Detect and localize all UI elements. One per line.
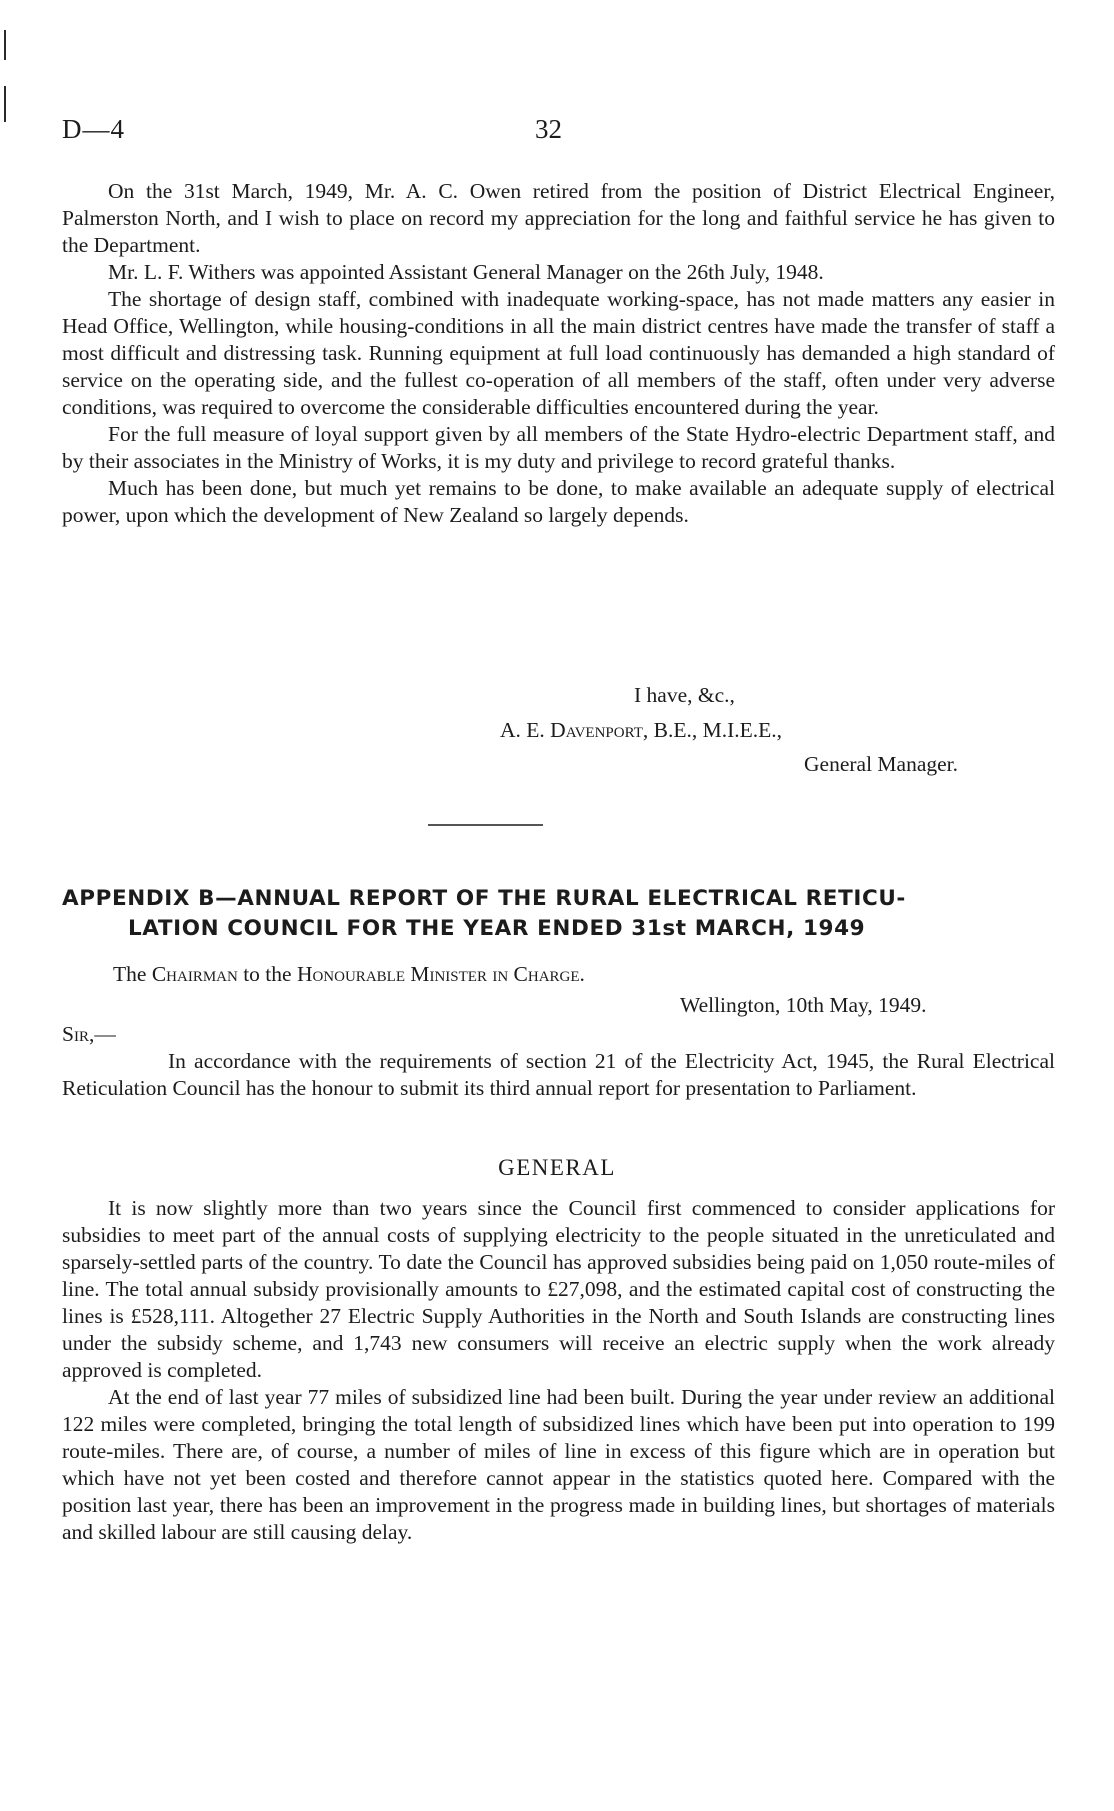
dateline: Wellington, 10th May, 1949. <box>680 993 927 1017</box>
scan-edge-mark <box>4 30 6 60</box>
address-line <box>113 961 585 988</box>
signature-surname: Davenport <box>550 718 643 742</box>
paragraph-closing-remarks: Much has been done, but much yet remains to be done, to make available an adequate supply of electrical power, upon which the development of New Zealand so largely depends. <box>62 476 1055 527</box>
document-reference: D—4 <box>62 114 125 144</box>
letter-body <box>62 178 1055 529</box>
address-to-word: to the <box>243 962 292 986</box>
signature-credentials: , B.E., M.I.E.E., <box>642 718 783 742</box>
paragraph-staff-shortage: The shortage of design staff, combined with inadequate working-space, has not made matters any easier in Head Office, Wellington, while housing-conditions in all the main district centres have made the transfer of staff a most difficult and distressing task. Running equipment at full load continuously has demanded a high standard of service on the operating side, and the fullest co-operation of all members of the staff, often under very adverse conditions, was required to overcome the considerable difficulties encountered during the year. <box>62 287 1055 419</box>
section-heading-general: GENERAL <box>498 1155 616 1180</box>
appendix-title-line-2: LATION COUNCIL FOR THE YEAR ENDED 31st MARCH, 1949 <box>128 916 866 941</box>
paragraph-progress: At the end of last year 77 miles of subsidized line had been built. During the year under review an additional 122 miles were completed, bringing the total length of subsidized lines which have been put into operation to 199 route-miles. There are, of course, a number of miles of line in excess of this figure which are in operation but which have not yet been costed and therefore cannot appear in the statistics quoted here. Compared with the position last year, there has been an improvement in the progress made in building lines, but shortages of materials and skilled labour are still causing delay. <box>62 1385 1055 1544</box>
paragraph-owen-retirement: On the 31st March, 1949, Mr. A. C. Owen retired from the position of District Electrical Engineer, Palmerston North, and I wish to place on record my appreciation for the long and faithful service he has given to the Department. <box>62 179 1055 257</box>
signature <box>500 717 782 744</box>
salutation: Sir,— <box>62 1022 116 1046</box>
paragraph-withers-appointment: Mr. L. F. Withers was appointed Assistant General Manager on the 26th July, 1948. <box>108 260 824 284</box>
address-to: Honourable Minister in Charge. <box>296 962 585 986</box>
appendix-title-line-1: APPENDIX B—ANNUAL REPORT OF THE RURAL ELECTRICAL RETICU- <box>62 886 906 911</box>
general-section-body <box>62 1195 1055 1546</box>
closing-phrase: I have, &c., <box>634 683 735 707</box>
appendix-intro <box>62 1048 1055 1102</box>
address-from: Chairman <box>151 962 238 986</box>
paragraph-thanks: For the full measure of loyal support given by all members of the State Hydro-electric Department staff, and by their associates in the Ministry of Works, it is my duty and privilege to record grateful thanks. <box>62 422 1055 473</box>
page-number: 32 <box>535 114 562 144</box>
address-the: The <box>113 962 147 986</box>
section-divider <box>428 824 543 826</box>
paragraph-subsidies: It is now slightly more than two years since the Council first commenced to consider applications for subsidies to meet part of the annual costs of supplying electricity to the people situated in the unreticulated and sparsely-settled parts of the country. To date the Council has approved subsidies being paid on 1,050 route-miles of line. The total annual subsidy provisionally amounts to £27,098, and the estimated capital cost of constructing the lines is £528,111. Altogether 27 Electric Supply Authorities in the North and South Islands are constructing lines under the subsidy scheme, and 1,743 new consumers will receive an electric supply when the work already approved is completed. <box>62 1196 1055 1382</box>
signature-initials: A. E. <box>500 718 545 742</box>
appendix-title <box>62 884 1062 944</box>
paragraph-intro: In accordance with the requirements of section 21 of the Electricity Act, 1945, the Rural Electrical Reticulation Council has the honour to submit its third annual report for presentation to Parliament. <box>62 1049 1055 1100</box>
scan-edge-mark <box>4 86 6 122</box>
signature-title: General Manager. <box>804 752 959 776</box>
